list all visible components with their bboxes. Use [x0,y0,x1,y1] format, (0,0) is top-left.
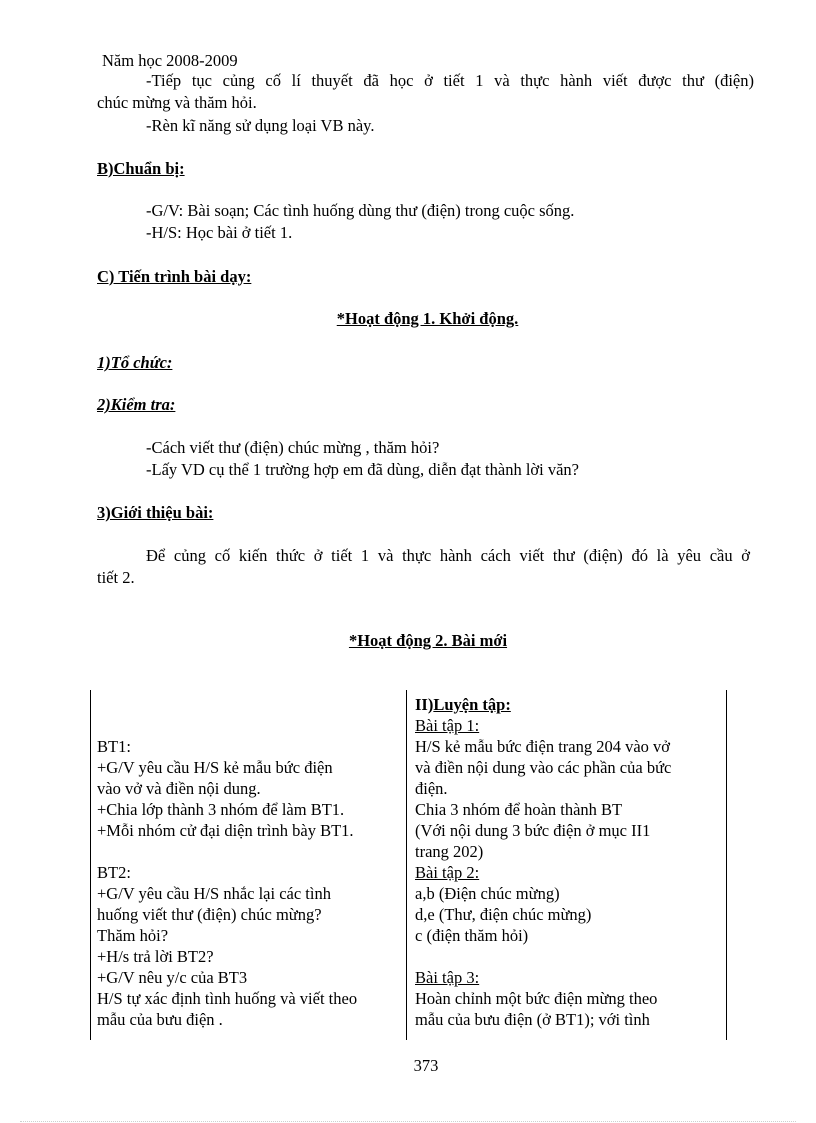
section-c-title: C) Tiến trình bài dạy: [97,267,252,286]
practice-heading [415,694,671,715]
left-row: mẫu của bưu điện . [97,1010,223,1029]
right-row: a,b (Điện chúc mừng) [415,884,560,903]
table-left-column [97,694,357,1030]
left-row [97,715,357,736]
table-middle-border [406,690,407,1040]
lesson-intro-line-2: tiết 2. [97,568,135,587]
left-row: +G/V nêu y/c của BT3 [97,968,248,987]
section-b-title: B)Chuẩn bị: [97,159,185,178]
left-row: H/S tự xác định tình huống và viết theo [97,989,358,1008]
left-row: Thăm hỏi? [97,926,169,945]
exercise-3-title: Bài tập 3: [415,968,480,987]
left-row: huống viết thư (điện) chúc mừng? [97,905,322,924]
left-row: BT2: [97,863,131,882]
intro-line-1: -Tiếp tục củng cố lí thuyết đã học ở tiết 1 và thực hành viết được thư (điện) [146,71,754,90]
intro-lesson-heading: 3)Giới thiệu bài: [97,503,214,522]
organization-heading: 1)Tổ chức: [97,353,173,372]
check-heading: 2)Kiểm tra: [97,395,176,414]
practice-heading-prefix: II) [415,695,434,714]
right-row: c (điện thăm hỏi) [415,926,529,945]
left-row [97,841,357,862]
left-row: +Mỗi nhóm cử đại diện trình bày BT1. [97,821,354,840]
practice-heading-label: Luyện tập: [433,695,511,714]
table-left-border [90,690,91,1040]
right-row: (Với nội dung 3 bức điện ở mục II1 [415,821,651,840]
right-row: d,e (Thư, điện chúc mừng) [415,905,592,924]
left-row: +Chia lớp thành 3 nhóm để làm BT1. [97,800,345,819]
activity-2-title: *Hoạt động 2. Bài mới [348,631,508,650]
left-row: +G/V yêu cầu H/S nhắc lại các tình [97,884,331,903]
left-row: vào vở và điền nội dung. [97,779,261,798]
left-row: +H/s trả lời BT2? [97,947,214,966]
right-row: trang 202) [415,842,484,861]
left-row [97,694,357,715]
exercise-1-title: Bài tập 1: [415,716,480,735]
right-row: điện. [415,779,448,798]
exercise-2-title: Bài tập 2: [415,863,480,882]
activity-1-title: *Hoạt động 1. Khởi động. [336,309,519,328]
table-right-border [726,690,727,1040]
right-row: mẫu của bưu điện (ở BT1); với tình [415,1010,650,1029]
page-bottom-divider [20,1121,796,1122]
right-row [415,946,671,967]
left-row: BT1: [97,737,131,756]
intro-line-2: -Rèn kĩ năng sử dụng loại VB này. [146,116,375,135]
school-year: Năm học 2008-2009 [102,51,238,70]
right-row: Chia 3 nhóm để hoàn thành BT [415,800,623,819]
intro-line-1-cont: chúc mừng và thăm hỏi. [97,93,257,112]
check-question-2: -Lấy VD cụ thể 1 trường hợp em đã dùng, diễn đạt thành lời văn? [146,460,580,479]
right-row: H/S kẻ mẫu bức điện trang 204 vào vở [415,737,671,756]
prep-teacher: -G/V: Bài soạn; Các tình huống dùng thư (điện) trong cuộc sống. [146,201,575,220]
right-row: Hoàn chỉnh một bức điện mừng theo [415,989,658,1008]
prep-student: -H/S: Học bài ở tiết 1. [146,223,293,242]
right-row: và điền nội dung vào các phần của bức [415,758,672,777]
table-right-column [415,694,671,1030]
check-question-1: -Cách viết thư (điện) chúc mừng , thăm hỏi? [146,438,440,457]
lesson-intro-line-1: Để củng cố kiến thức ở tiết 1 và thực hành cách viết thư (điện) đó là yêu cầu ở [146,546,750,565]
left-row: +G/V yêu cầu H/S kẻ mẫu bức điện [97,758,333,777]
page-number: 373 [413,1056,439,1075]
